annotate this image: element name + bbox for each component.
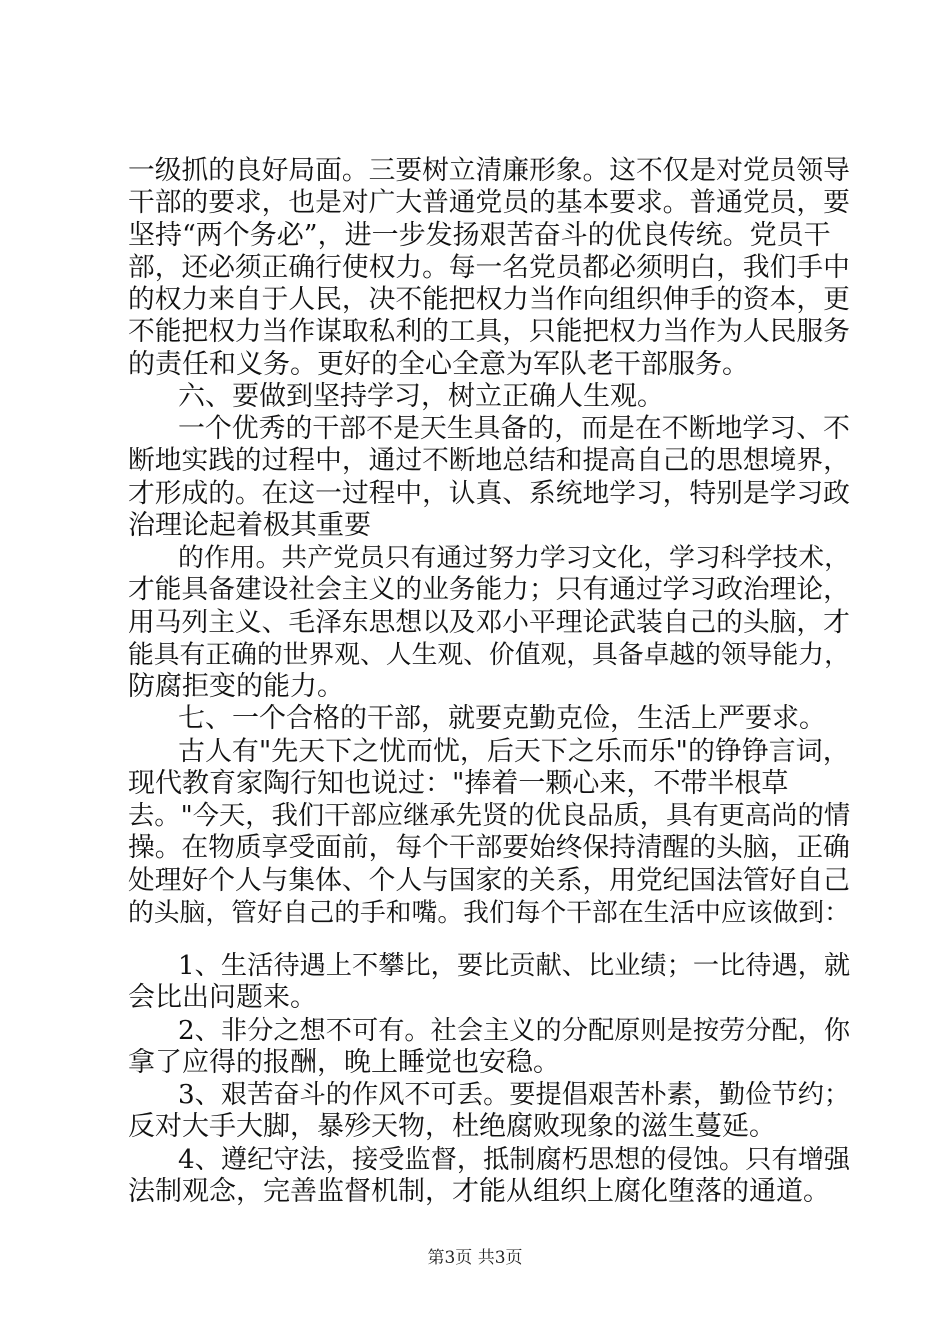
text-line: 坚持“两个务必”，进一步发扬艰苦奋斗的优良传统。党员干 <box>128 219 831 251</box>
text-line: 的权力来自于人民，决不能把权力当作向组织伸手的资本，更 <box>128 284 850 315</box>
text-line: 干部的要求，也是对广大普通党员的基本要求。普通党员，要 <box>128 187 850 219</box>
text-line: 才形成的。在这一过程中，认真、系统地学习，特别是学习政 <box>128 477 850 509</box>
text-line: 能具有正确的世界观、人生观、价值观，具备卓越的领导能力， <box>128 639 850 670</box>
text-line: 现代教育家陶行知也说过："捧着一颗心来，不带半根草 <box>128 767 789 799</box>
section-heading: 七、一个合格的干部，就要克勤克俭，生活上严要求。 <box>178 703 826 735</box>
text-line: 会比出问题来。 <box>128 982 317 1014</box>
text-line: 防腐拒变的能力。 <box>128 671 344 703</box>
text-line: 的责任和义务。更好的全心全意为军队老干部服务。 <box>128 348 749 380</box>
text-line: 一个优秀的干部不是天生具备的，而是在不断地学习、不 <box>178 413 850 444</box>
text-line: 的作用。共产党员只有通过努力学习文化，学习科学技术， <box>178 543 850 573</box>
list-item: 4、遵纪守法，接受监督，抵制腐朽思想的侵蚀。只有增强 <box>178 1144 851 1175</box>
text-line: 法制观念，完善监督机制，才能从组织上腐化堕落的通道。 <box>128 1176 830 1207</box>
text-line: 断地实践的过程中，通过不断地总结和提高自己的思想境界， <box>128 445 850 477</box>
text-line: 一级抓的良好局面。三要树立清廉形象。这不仅是对党员领导 <box>128 155 850 186</box>
text-line: 才能具备建设社会主义的业务能力；只有通过学习政治理论， <box>128 574 850 606</box>
text-line: 反对大手大脚，暴殄天物，杜绝腐败现象的滋生蔓延。 <box>128 1111 776 1143</box>
list-item: 2、非分之想不可有。社会主义的分配原则是按劳分配，你 <box>178 1015 851 1046</box>
section-heading: 六、要做到坚持学习，树立正确人生观。 <box>178 380 664 412</box>
list-item: 3、艰苦奋斗的作风不可丢。要提倡艰苦朴素，勤俭节约； <box>178 1080 851 1111</box>
text-line: 的头脑，管好自己的手和嘴。我们每个干部在生活中应该做到： <box>128 897 850 928</box>
text-line: 去。"今天，我们干部应继承先贤的优良品质，具有更高尚的情 <box>128 801 851 832</box>
text-line: 拿了应得的报酬，晚上睡觉也安稳。 <box>128 1046 560 1078</box>
text-line: 操。在物质享受面前，每个干部要始终保持清醒的头脑，正确 <box>128 832 850 864</box>
text-line: 治理论起着极其重要 <box>128 509 371 541</box>
text-line: 处理好个人与集体、个人与国家的关系，用党纪国法管好自己 <box>128 864 850 896</box>
list-item: 1、生活待遇上不攀比，要比贡献、比业绩；一比待遇，就 <box>178 951 851 982</box>
page-footer: 第3页 共3页 <box>427 1248 523 1268</box>
text-line: 用马列主义、毛泽东思想以及邓小平理论武装自己的头脑，才 <box>128 606 850 638</box>
text-line: 古人有"先天下之忧而忧，后天下之乐而乐"的铮铮言词， <box>178 735 850 767</box>
text-line: 不能把权力当作谋取私利的工具，只能把权力当作为人民服务 <box>128 316 850 348</box>
text-line: 部，还必须正确行使权力。每一名党员都必须明白，我们手中 <box>128 251 850 283</box>
